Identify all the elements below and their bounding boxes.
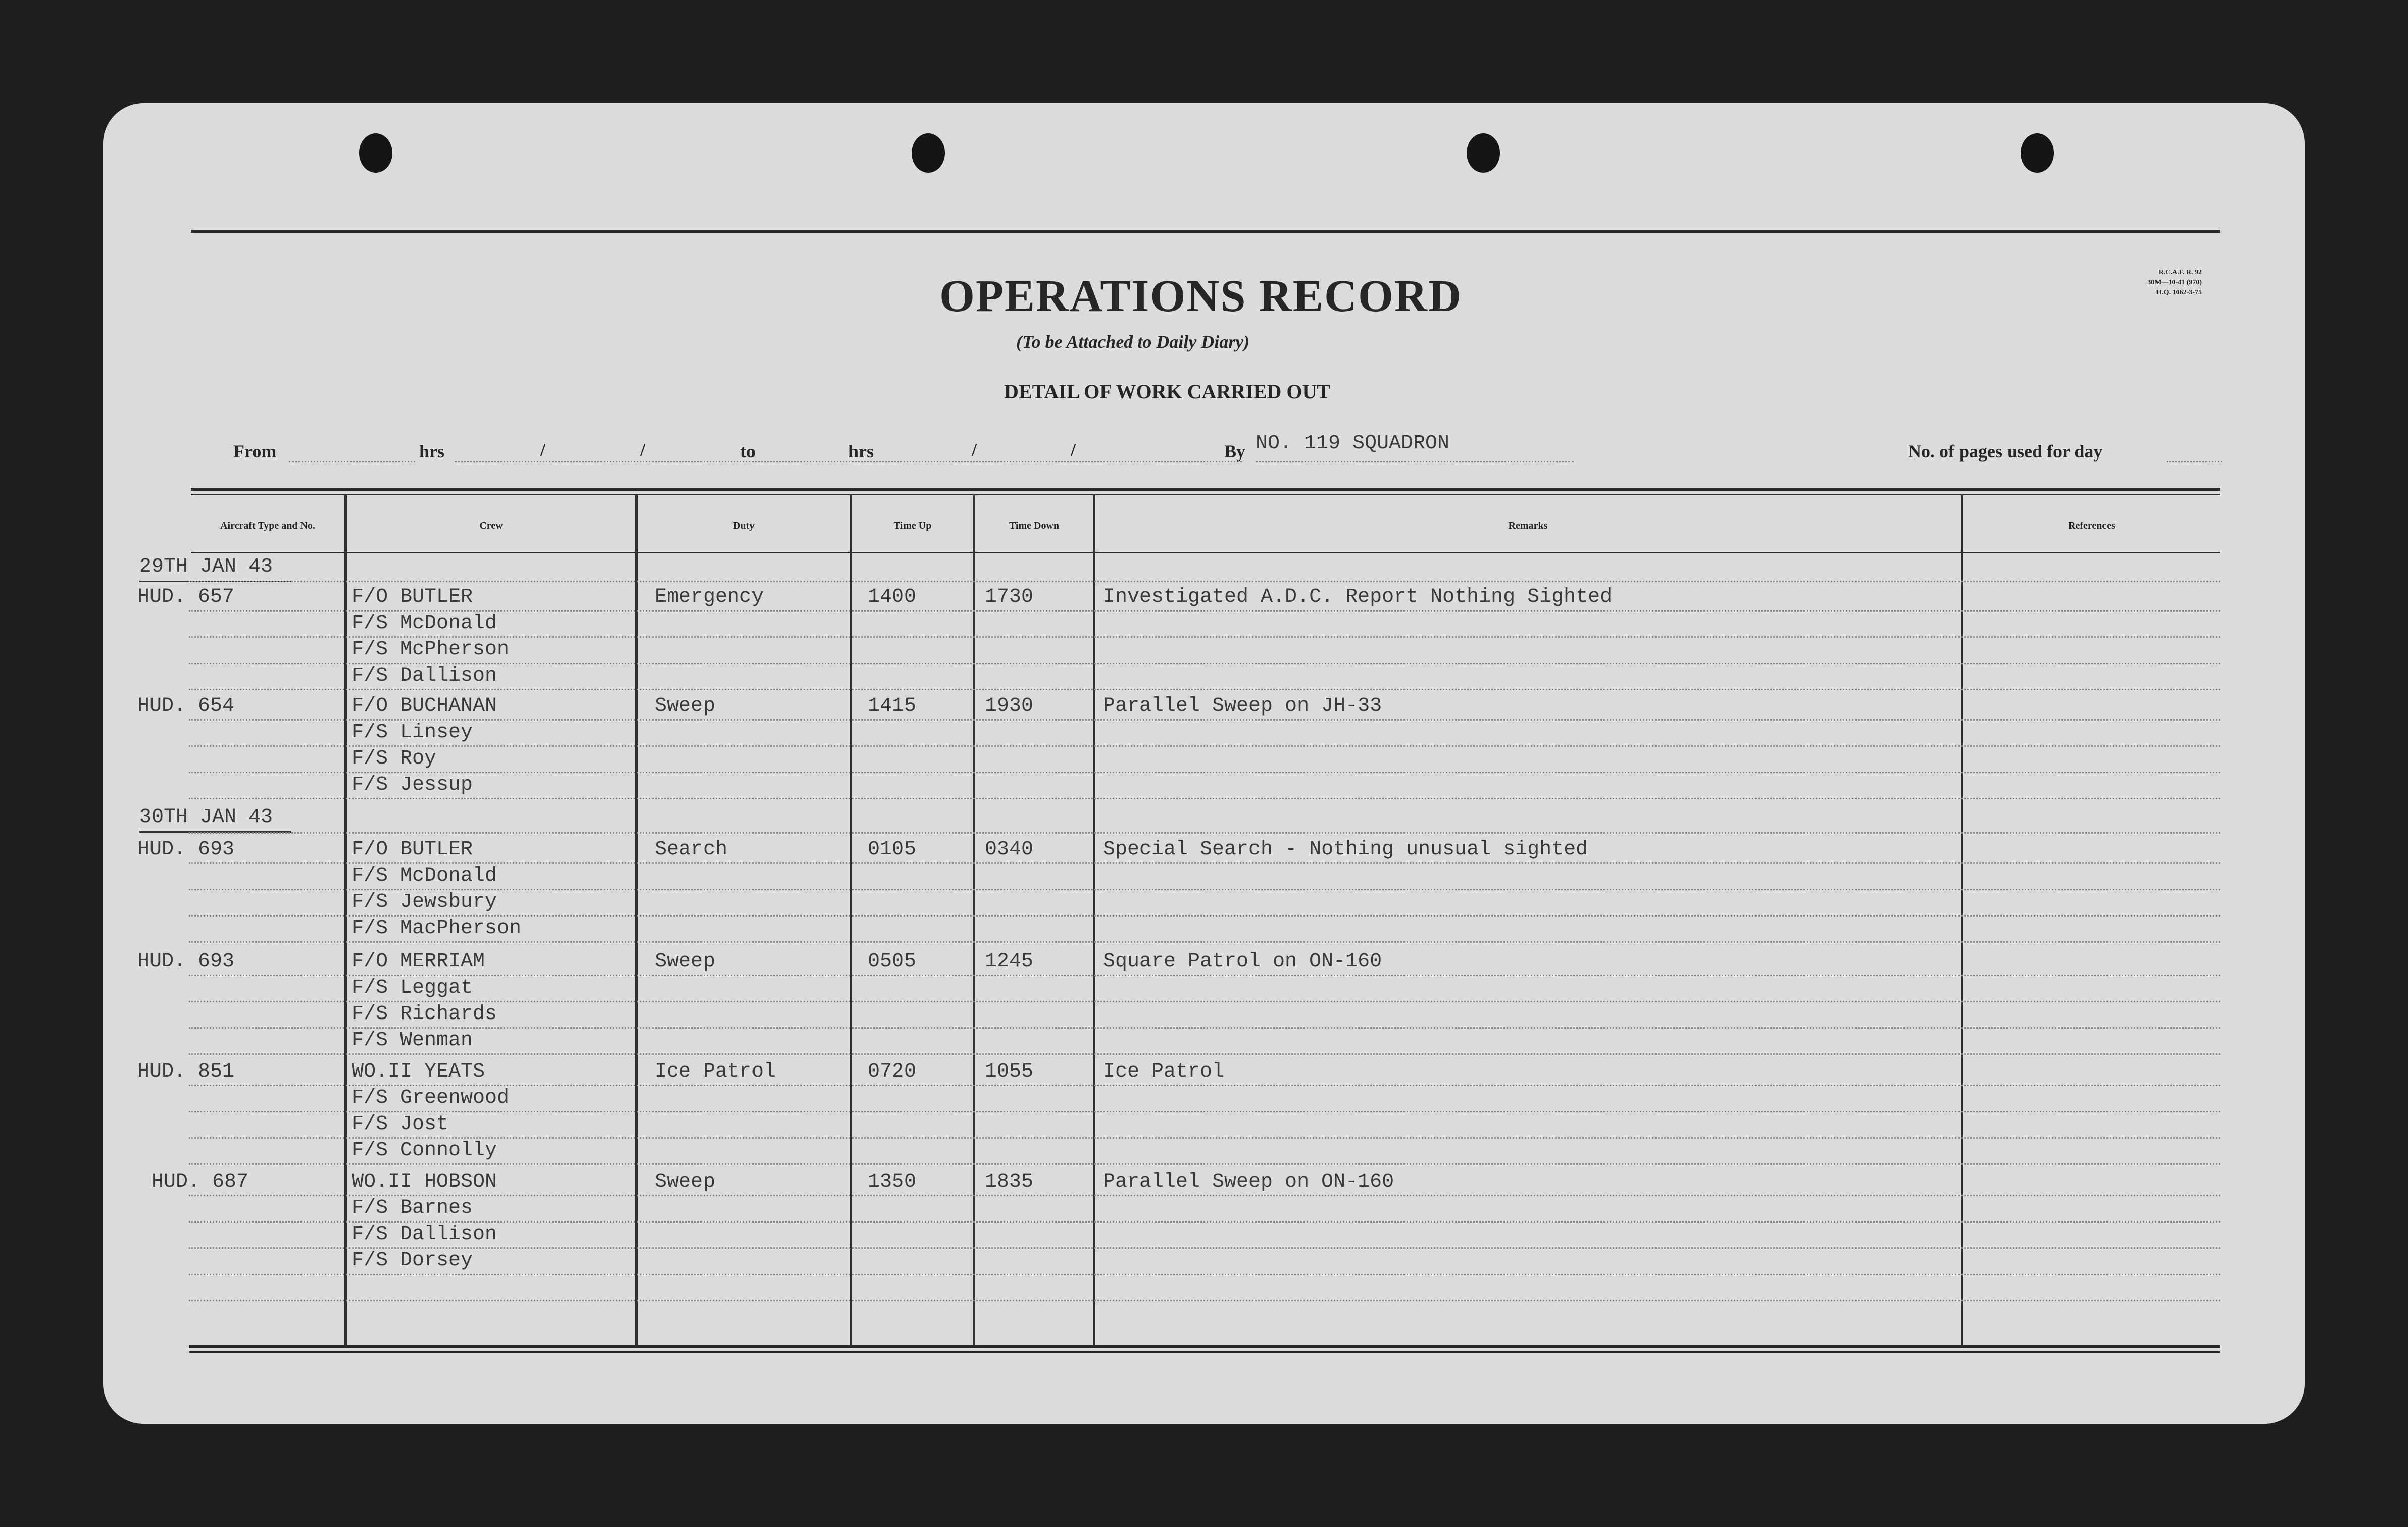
slash: / <box>1071 440 1076 460</box>
col-header-duty: Duty <box>733 520 755 531</box>
top-rule <box>191 230 2220 233</box>
punch-hole <box>912 133 945 173</box>
col-header-crew: Crew <box>479 520 503 531</box>
crew-member: WO.II YEATS <box>352 1060 485 1083</box>
hrs-label: hrs <box>848 441 874 462</box>
crew-member: F/S Roy <box>352 747 437 770</box>
detail-heading: DETAIL OF WORK CARRIED OUT <box>1004 380 1331 403</box>
date-label: 30TH JAN 43 <box>139 806 273 829</box>
crew-member: F/S Barnes <box>352 1197 473 1219</box>
time-up-value: 1350 <box>868 1170 917 1193</box>
row-rule <box>189 610 2220 612</box>
col-header-remarks: Remarks <box>1508 520 1548 531</box>
row-rule <box>189 1300 2220 1301</box>
time-up-value: 0505 <box>868 950 917 973</box>
crew-member: F/S Dallison <box>352 1223 497 1246</box>
row-rule <box>189 1221 2220 1223</box>
to-label: to <box>740 441 756 462</box>
crew-member: F/S Linsey <box>352 721 473 744</box>
crew-member: F/S Jessup <box>352 774 473 796</box>
duty-value: Emergency <box>655 586 764 608</box>
duty-value: Sweep <box>655 950 716 973</box>
table-top-rule <box>191 488 2220 491</box>
duty-value: Sweep <box>655 695 716 718</box>
time-down-value: 1730 <box>985 586 1034 608</box>
col-header-aircraft: Aircraft Type and No. <box>220 520 315 531</box>
time-up-value: 1415 <box>868 695 917 718</box>
crew-member: F/S McDonald <box>352 864 497 887</box>
remarks-value: Ice Patrol <box>1103 1060 1225 1083</box>
form-number-line: H.Q. 1062-3-75 <box>2156 289 2202 296</box>
row-rule <box>189 915 2220 917</box>
crew-member: F/S McDonald <box>352 612 497 635</box>
crew-member: F/O MERRIAM <box>352 950 485 973</box>
column-divider <box>973 494 975 1347</box>
form-number-line: R.C.A.F. R. 92 <box>2158 269 2202 276</box>
time-down-value: 1835 <box>985 1170 1034 1193</box>
duty-value: Sweep <box>655 1170 716 1193</box>
crew-member: F/S Leggat <box>352 977 473 999</box>
row-rule <box>189 663 2220 664</box>
col-header-time-up: Time Up <box>893 520 932 531</box>
header-rule <box>191 552 2220 553</box>
time-up-value: 0720 <box>868 1060 917 1083</box>
row-rule <box>189 581 2220 582</box>
col-header-references: References <box>2068 520 2115 531</box>
row-rule <box>189 832 2220 834</box>
row-rule <box>189 1163 2220 1165</box>
slash: / <box>540 440 546 460</box>
punch-hole <box>2021 133 2054 173</box>
remarks-value: Investigated A.D.C. Report Nothing Sighted <box>1103 586 1613 608</box>
slash: / <box>972 440 977 460</box>
row-rule <box>189 1111 2220 1112</box>
remarks-value: Parallel Sweep on ON-160 <box>1103 1170 1394 1193</box>
column-divider <box>1093 494 1095 1347</box>
row-rule <box>189 1001 2220 1002</box>
crew-member: WO.II HOBSON <box>352 1170 497 1193</box>
row-rule <box>189 862 2220 864</box>
form-number-line: 30M—10-41 (970) <box>2147 279 2202 286</box>
table-bottom-rule <box>189 1351 2220 1353</box>
crew-member: F/O BUTLER <box>352 838 473 861</box>
crew-member: F/S Richards <box>352 1003 497 1026</box>
row-rule <box>189 689 2220 690</box>
crew-member: F/S MacPherson <box>352 917 522 940</box>
row-rule <box>189 719 2220 721</box>
remarks-value: Special Search - Nothing unusual sighted <box>1103 838 1588 861</box>
time-up-value: 1400 <box>868 586 917 608</box>
row-rule <box>189 636 2220 638</box>
row-rule <box>189 941 2220 943</box>
row-rule <box>189 1195 2220 1196</box>
column-divider <box>850 494 852 1347</box>
duty-value: Search <box>655 838 728 861</box>
row-rule <box>189 975 2220 976</box>
crew-member: F/S Jewsbury <box>352 891 497 913</box>
slash: / <box>640 440 646 460</box>
form-number <box>2061 268 2202 298</box>
crew-member: F/S Wenman <box>352 1029 473 1052</box>
time-down-value: 1055 <box>985 1060 1034 1083</box>
col-header-time-down: Time Down <box>1009 520 1060 531</box>
time-up-value: 0105 <box>868 838 917 861</box>
fill-line <box>2167 461 2222 462</box>
fill-line <box>289 461 415 462</box>
duty-value: Ice Patrol <box>655 1060 776 1083</box>
crew-member: F/S Dallison <box>352 665 497 687</box>
column-divider <box>635 494 638 1347</box>
punch-hole <box>359 133 392 173</box>
crew-member: F/O BUTLER <box>352 586 473 608</box>
aircraft-number: HUD. 657 <box>137 586 235 608</box>
row-rule <box>189 1027 2220 1029</box>
hrs-label: hrs <box>419 441 445 462</box>
punch-hole <box>1467 133 1500 173</box>
row-rule <box>189 772 2220 773</box>
aircraft-number: HUD. 693 <box>137 950 235 973</box>
column-divider <box>344 494 347 1347</box>
date-label: 29TH JAN 43 <box>139 555 273 578</box>
row-rule <box>189 1053 2220 1055</box>
from-label: From <box>233 441 277 462</box>
row-rule <box>189 1085 2220 1086</box>
row-rule <box>189 745 2220 747</box>
page-title: OPERATIONS RECORD <box>939 271 1462 321</box>
row-rule <box>189 889 2220 890</box>
aircraft-number: HUD. 687 <box>152 1170 249 1193</box>
table-bottom-rule <box>189 1345 2220 1348</box>
column-divider <box>1961 494 1963 1347</box>
crew-member: F/S McPherson <box>352 638 510 661</box>
crew-member: F/S Dorsey <box>352 1249 473 1272</box>
row-rule <box>189 1247 2220 1249</box>
squadron-value: NO. 119 SQUADRON <box>1256 432 1450 455</box>
crew-member: F/S Connolly <box>352 1139 497 1162</box>
time-down-value: 1930 <box>985 695 1034 718</box>
fill-line <box>1256 461 1574 462</box>
time-down-value: 1245 <box>985 950 1034 973</box>
aircraft-number: HUD. 654 <box>137 695 235 718</box>
remarks-value: Parallel Sweep on JH-33 <box>1103 695 1382 718</box>
crew-member: F/S Jost <box>352 1113 449 1136</box>
page-subtitle: (To be Attached to Daily Diary) <box>1016 332 1250 352</box>
remarks-value: Square Patrol on ON-160 <box>1103 950 1382 973</box>
row-rule <box>189 798 2220 799</box>
crew-member: F/O BUCHANAN <box>352 695 497 718</box>
crew-member: F/S Greenwood <box>352 1087 510 1109</box>
aircraft-number: HUD. 851 <box>137 1060 235 1083</box>
pages-label: No. of pages used for day <box>1908 441 2103 462</box>
table-top-rule <box>191 494 2220 495</box>
row-rule <box>189 1274 2220 1275</box>
by-label: By <box>1224 441 1246 462</box>
row-rule <box>189 1137 2220 1139</box>
aircraft-number: HUD. 693 <box>137 838 235 861</box>
time-down-value: 0340 <box>985 838 1034 861</box>
